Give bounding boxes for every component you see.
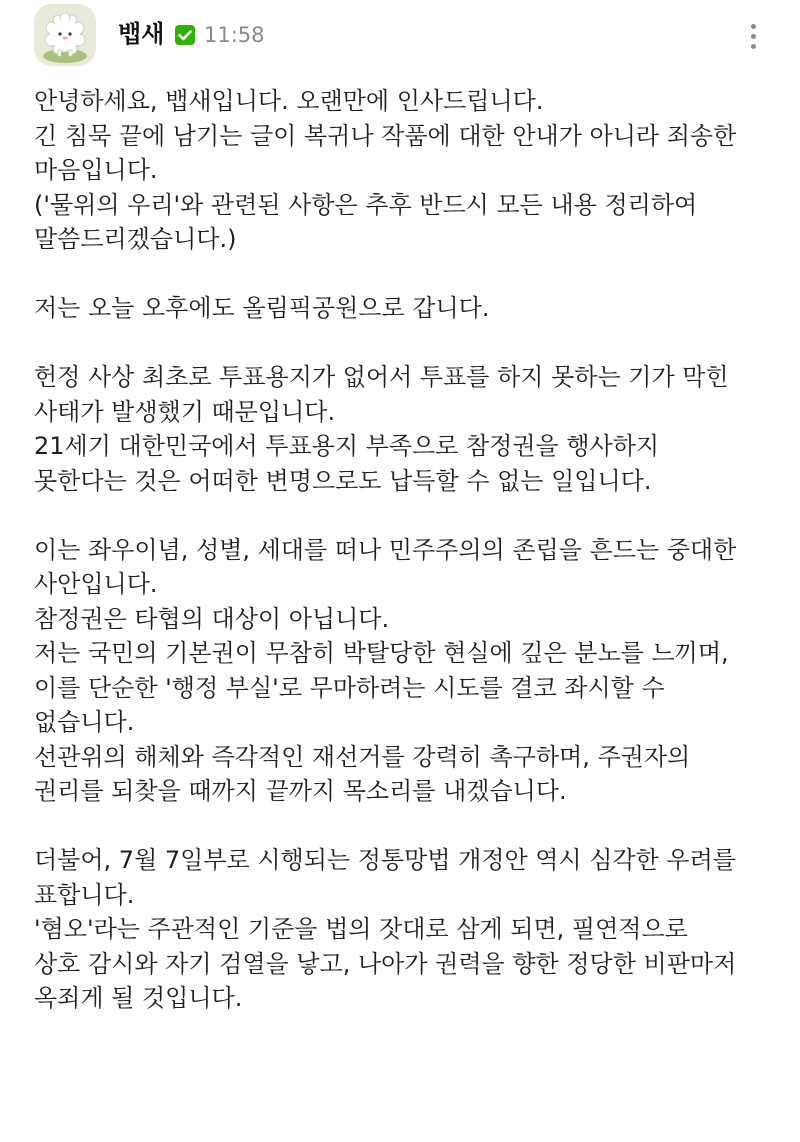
body-text-line: 사태가 발생했기 때문입니다. — [34, 397, 336, 426]
body-text-line: 권리를 되찾을 때까지 끝까지 목소리를 내겠습니다. — [34, 777, 567, 805]
body-text-line: 마음입니다. — [34, 156, 158, 184]
body-text-line: 안녕하세요, 뱁새입니다. 오랜만에 인사드립니다. — [34, 87, 544, 115]
fluffy-creature-icon — [34, 4, 96, 66]
body-text-line: 긴 침묵 끝에 남기는 글이 복귀나 작품에 대한 안내가 아니라 죄송한 — [34, 121, 737, 150]
body-text-line: ('물위의 우리'와 관련된 사항은 추후 반드시 모든 내용 정리하여 — [34, 190, 698, 219]
author-name[interactable]: 뱁새 — [118, 20, 165, 48]
paragraph-break — [34, 809, 784, 844]
body-text-line: 헌정 사상 최초로 투표용지가 없어서 투표를 하지 못하는 기가 막힌 — [34, 363, 729, 391]
post-body — [34, 84, 784, 1016]
more-dot-icon — [751, 24, 756, 29]
body-text-line: 상호 감시와 자기 검열을 낳고, 나아가 권력을 향한 정당한 비판마저 — [34, 949, 737, 978]
body-text-line: 표합니다. — [34, 880, 135, 909]
body-text-line: 옥죄게 될 것입니다. — [34, 984, 243, 1012]
body-text-line: 말씀드리겠습니다.) — [34, 225, 237, 253]
more-options-button[interactable] — [740, 14, 766, 58]
body-text-line: 못한다는 것은 어떠한 변명으로도 납득할 수 없는 일입니다. — [34, 466, 652, 495]
body-text-line: 사안입니다. — [34, 570, 158, 598]
body-text-line: 참정권은 타협의 대상이 아닙니다. — [34, 604, 390, 633]
post-header — [0, 0, 800, 70]
post-timestamp: 11:58 — [204, 23, 265, 47]
body-text-line: 없습니다. — [34, 708, 135, 736]
verified-badge-icon — [174, 24, 196, 46]
body-text-line: '혐오'라는 주관적인 기준을 법의 잣대로 삼게 되면, 필연적으로 — [34, 915, 688, 943]
body-text-line: 더불어, 7월 7일부로 시행되는 정통망법 개정안 역시 심각한 우려를 — [34, 846, 736, 874]
more-dot-icon — [751, 44, 756, 49]
body-text-line: 21세기 대한민국에서 투표용지 부족으로 참정권을 행사하지 — [34, 432, 660, 460]
avatar[interactable] — [34, 4, 96, 66]
body-text-line: 선관위의 해체와 즉각적인 재선거를 강력히 촉구하며, 주권자의 — [34, 742, 691, 771]
more-dot-icon — [751, 34, 756, 39]
body-text-line: 이는 좌우이념, 성별, 세대를 떠나 민주주의의 존립을 흔드는 중대한 — [34, 535, 737, 564]
paragraph-break — [34, 257, 784, 292]
paragraph-break — [34, 326, 784, 361]
body-text-line: 저는 국민의 기본권이 무참히 박탈당한 현실에 깊은 분노를 느끼며, — [34, 639, 729, 667]
body-text-line: 이를 단순한 '행정 부실'로 무마하려는 시도를 결코 좌시할 수 — [34, 673, 665, 702]
paragraph-break — [34, 498, 784, 533]
body-text-line: 저는 오늘 오후에도 올림픽공원으로 갑니다. — [34, 294, 490, 322]
